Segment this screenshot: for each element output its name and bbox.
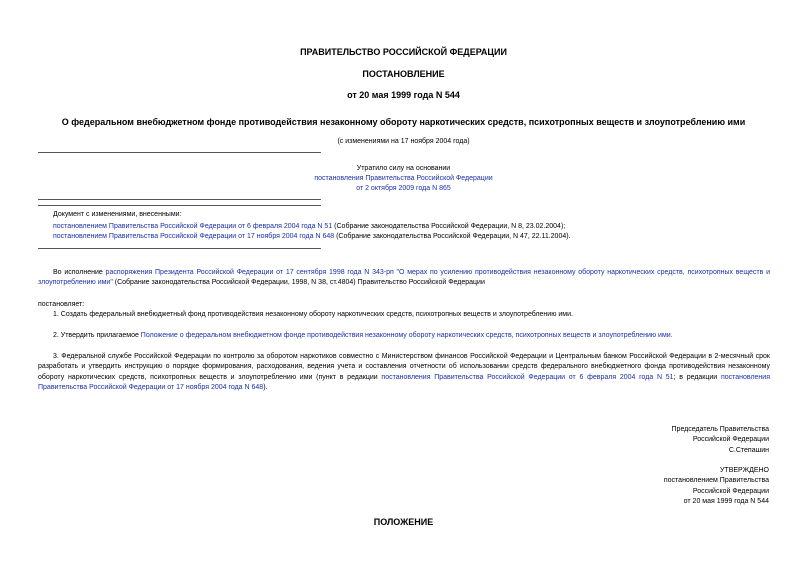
- approval-block: [664, 466, 769, 507]
- clause-2-text: 2. Утвердить прилагаемое: [53, 332, 141, 339]
- regulation-heading: ПОЛОЖЕНИЕ: [373, 517, 434, 527]
- approval-date: от 20 мая 1999 года N 544: [683, 497, 769, 505]
- changes-item-2: [53, 232, 571, 242]
- divider: [38, 205, 321, 206]
- changes-intro: Документ с изменениями, внесенными:: [53, 211, 182, 218]
- approval-label: УТВЕРЖДЕНО: [719, 467, 769, 474]
- changes-item-2-source: (Собрание законодательства Российской Федерации, N 47, 22.11.2004).: [334, 233, 571, 240]
- changes-item-2-link[interactable]: постановлением Правительства Российской Федерации от 17 ноября 2004 года N 648: [53, 233, 335, 240]
- signature-title: Председатель Правительства: [671, 426, 769, 433]
- signature-name: С.Степашин: [728, 446, 769, 454]
- divider: [38, 199, 321, 200]
- invalidated-link-line2[interactable]: от 2 октября 2009 года N 865: [356, 185, 451, 192]
- clause-2: [53, 331, 673, 341]
- government-heading: ПРАВИТЕЛЬСТВО РОССИЙСКОЙ ФЕДЕРАЦИИ: [300, 47, 507, 57]
- approval-by: постановлением Правительства: [663, 477, 769, 485]
- changes-item-1-source: (Собрание законодательства Российской Федерации, N 8, 23.02.2004);: [332, 223, 566, 230]
- amendments-note: (с изменениями на 17 ноября 2004 года): [337, 138, 470, 145]
- signature-country: Российской Федерации: [692, 436, 769, 444]
- preamble-paragraph: [38, 268, 770, 289]
- clause-3-text: 3. Федеральной службе Российской Федерации по контролю за оборотом наркотиков совместно с Министерством финансов Российской Федерации и Центральным банком Российской Федерации в 2-месячный срок разработать и утвердить инструкцию о порядке формирования, расходования, ведения учета и составления отчетности об использовании средств федерального внебюджетного фонда противодействия незаконному обороту наркотических средств, психотропных веществ и злоупотреблению ими (пункт в редакции: [38, 353, 770, 381]
- divider: [38, 152, 321, 153]
- changes-item-1: [53, 222, 565, 232]
- clause-3-text-mid: ; в редакции: [673, 373, 721, 381]
- preamble-text: Во исполнение: [53, 269, 106, 276]
- document-date-number: от 20 мая 1999 года N 544: [347, 90, 460, 100]
- clause-1: 1. Создать федеральный внебюджетный фонд противодействия незаконному обороту наркотических средств, психотропных веществ и злоупотреблению ими.: [53, 311, 573, 318]
- amendment-link-648[interactable]: постановления Правительства Российской Федерации от 17 ноября 2004 года N 648: [38, 373, 771, 391]
- document-type: ПОСТАНОВЛЕНИЕ: [362, 69, 445, 79]
- document-title: О федеральном внебюджетном фонде противодействия незаконному обороту наркотических средств, психотропных веществ и злоупотреблению ими: [61, 117, 746, 127]
- resolves-label: постановляет:: [38, 301, 85, 308]
- presidential-order-link[interactable]: распоряжения Президента Российской Федерации от 17 сентября 1998 года N 343-рп "О мерах по усилению противодействия незаконному обороту наркотических средств, психотропных веществ и злоупотреблению ими": [38, 269, 770, 287]
- invalidated-link-line1[interactable]: постановления Правительства Российской Федерации: [314, 175, 493, 182]
- clause-3-text-end: ).: [263, 383, 268, 391]
- clause-3: [38, 352, 770, 393]
- regulation-link[interactable]: Положение о федеральном внебюджетном фонде противодействия незаконному обороту наркотических средств, психотропных веществ и злоупотреблению ими.: [140, 332, 673, 339]
- approval-country: Российской Федерации: [692, 487, 769, 495]
- signature-block: [672, 425, 769, 456]
- changes-item-1-link[interactable]: постановлением Правительства Российской Федерации от 6 февраля 2004 года N 51: [53, 223, 333, 230]
- preamble-source: (Собрание законодательства Российской Федерации, 1998, N 38, ст.4804) Правительство Российской Федерации: [112, 279, 485, 287]
- amendment-link-51[interactable]: постановления Правительства Российской Федерации от 6 февраля 2004 года N 51: [381, 373, 674, 381]
- invalidated-text: Утратило силу на основании: [356, 165, 451, 172]
- divider: [38, 248, 321, 249]
